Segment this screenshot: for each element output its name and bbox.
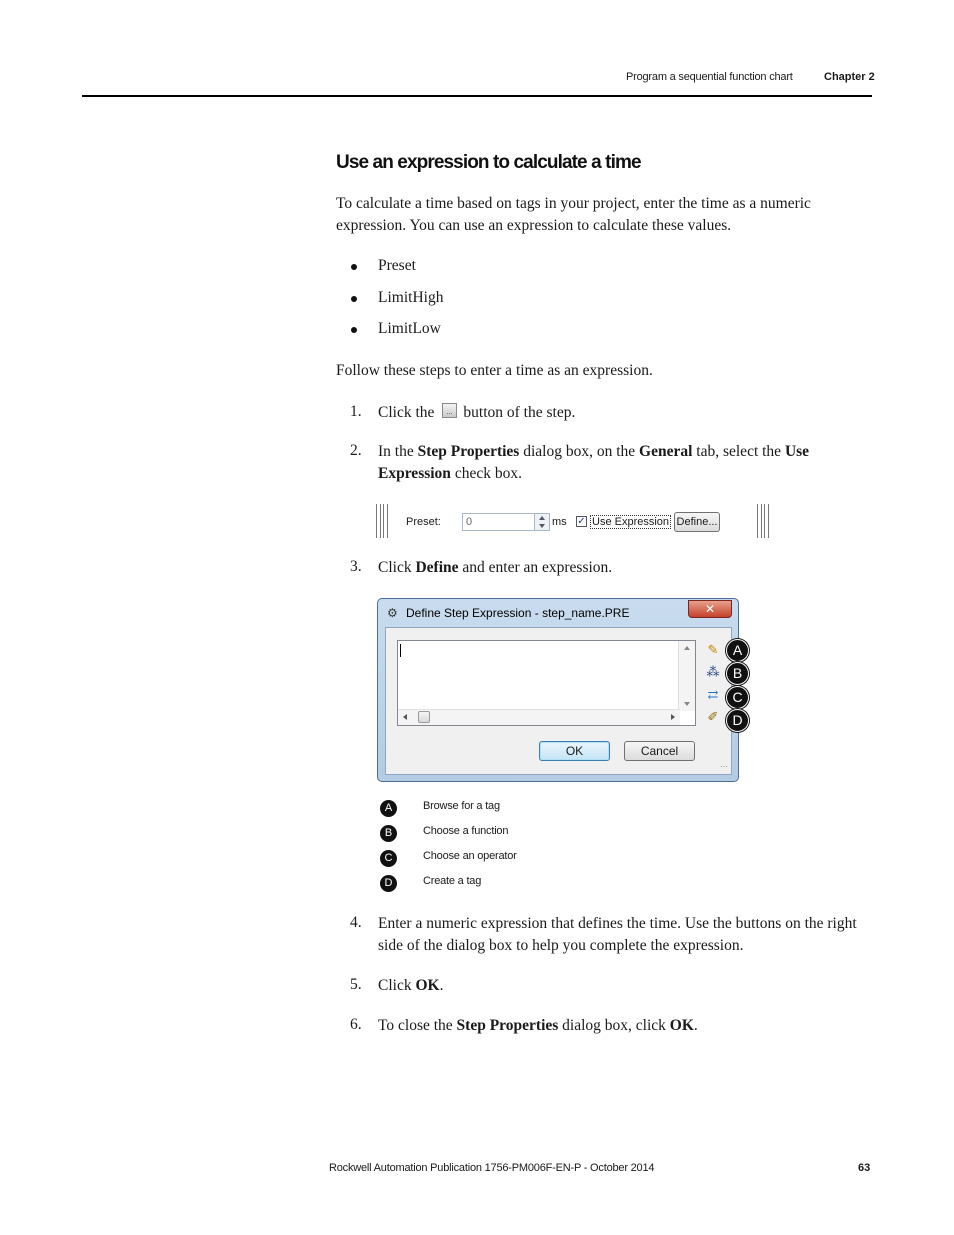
step-text-segment: dialog box, on the <box>519 443 640 460</box>
step-5-text <box>378 975 858 997</box>
callout-c: C <box>726 686 749 709</box>
choose-function-icon[interactable]: ⁂ <box>706 664 720 679</box>
close-button[interactable]: ✕ <box>688 600 732 618</box>
step-bold-term: Define <box>415 559 459 576</box>
step-number: 2. <box>350 442 362 459</box>
step-bold-term: OK <box>669 1017 694 1034</box>
step-text-segment: Click the <box>378 404 435 421</box>
step-text-segment: button of the step. <box>463 404 576 421</box>
legend-marker: C <box>380 850 397 867</box>
use-expression-label[interactable]: Use Expression <box>592 516 670 528</box>
step-1-text <box>378 402 858 424</box>
footer-publication: Rockwell Automation Publication 1756-PM006F-EN-P - October 2014 <box>329 1162 655 1174</box>
create-tag-icon[interactable]: ✐ <box>707 709 719 724</box>
choose-operator-icon[interactable]: ⇄ <box>707 687 719 702</box>
step-button-icon <box>442 403 457 418</box>
text-caret <box>400 644 401 657</box>
step-4-text: Enter a numeric expression that defines the time. Use the buttons on the right side of the dialog box to help you complete the expression. <box>378 915 857 954</box>
bullet-dot <box>351 264 357 270</box>
follow-paragraph: Follow these steps to enter a time as an expression. <box>336 362 653 379</box>
legend-marker: B <box>380 825 397 842</box>
header-chapter: Chapter 2 <box>824 71 875 83</box>
step-bold-term: Use Expression <box>378 443 810 482</box>
ellipsis-glyph: ... <box>446 409 453 416</box>
step-text-segment: To close the <box>378 1017 457 1034</box>
preset-strip <box>376 504 776 540</box>
section-heading: Use an expression to calculate a time <box>336 152 641 173</box>
preset-label: Preset: <box>406 516 441 528</box>
step-bold-term: Step Properties <box>417 443 520 460</box>
page-number: 63 <box>858 1162 871 1174</box>
step-text-segment: . <box>693 1017 698 1034</box>
preset-unit: ms <box>552 516 567 528</box>
step-text-segment: tab, select the <box>692 443 785 460</box>
step-text-segment: dialog box, click <box>558 1017 670 1034</box>
ok-button[interactable]: OK <box>539 741 610 761</box>
strip-divider <box>383 504 388 538</box>
header-section-title: Program a sequential function chart <box>626 71 793 83</box>
step-text-segment: Click <box>378 977 416 994</box>
define-step-expression-dialog <box>377 598 739 782</box>
callout-a: A <box>726 639 749 662</box>
bullet-dot <box>351 327 357 333</box>
step-text-segment: Click <box>378 559 416 576</box>
step-6-text <box>378 1015 858 1037</box>
intro-paragraph: To calculate a time based on tags in your project, enter the time as a numeric expression. You can use an expression to calculate these values. <box>336 195 811 234</box>
bullet-dot <box>351 296 357 302</box>
header-rule <box>82 95 872 97</box>
legend-text: Browse for a tag <box>423 800 500 812</box>
strip-divider <box>376 504 381 538</box>
app-icon: ⚙ <box>387 606 398 620</box>
step-2-text <box>378 441 858 485</box>
step-text-segment: and enter an expression. <box>458 559 613 576</box>
expression-editor[interactable] <box>397 640 696 726</box>
callout-b: B <box>726 662 749 685</box>
step-number: 5. <box>350 976 362 993</box>
preset-input[interactable]: 0 <box>462 513 548 531</box>
legend-marker: D <box>380 875 397 892</box>
step-text-segment: check box. <box>450 465 522 482</box>
vertical-scrollbar[interactable] <box>678 641 695 711</box>
legend-marker: A <box>380 800 397 817</box>
step-number: 1. <box>350 403 362 420</box>
strip-divider <box>764 504 769 538</box>
bullet-text: LimitLow <box>378 320 441 337</box>
step-text-segment: . <box>439 977 444 994</box>
step-bold-term: OK <box>415 977 440 994</box>
legend-text: Choose a function <box>423 825 509 837</box>
define-button[interactable]: Define... <box>674 512 720 532</box>
strip-divider <box>757 504 762 538</box>
legend-text: Choose an operator <box>423 850 517 862</box>
step-3-text <box>378 557 858 579</box>
preset-spinner[interactable] <box>534 513 550 531</box>
scroll-thumb[interactable] <box>418 711 430 723</box>
browse-tag-icon[interactable]: ✎ <box>707 642 719 657</box>
bullet-text: LimitHigh <box>378 289 444 306</box>
bullet-text: Preset <box>378 257 416 274</box>
step-number: 4. <box>350 914 362 931</box>
dialog-title: Define Step Expression - step_name.PRE <box>406 606 630 620</box>
dialog-client-area <box>385 627 732 775</box>
callout-d: D <box>726 709 749 732</box>
step-bold-term: General <box>639 443 693 460</box>
cancel-button[interactable]: Cancel <box>624 741 695 761</box>
horizontal-scrollbar[interactable] <box>398 709 680 725</box>
step-text-segment: In the <box>378 443 418 460</box>
use-expression-checkbox[interactable]: ✓ <box>577 516 586 527</box>
step-number: 6. <box>350 1016 362 1033</box>
legend-text: Create a tag <box>423 875 482 887</box>
resize-grip-icon[interactable]: ⋯ <box>720 762 728 771</box>
step-number: 3. <box>350 558 362 575</box>
step-bold-term: Step Properties <box>456 1017 559 1034</box>
